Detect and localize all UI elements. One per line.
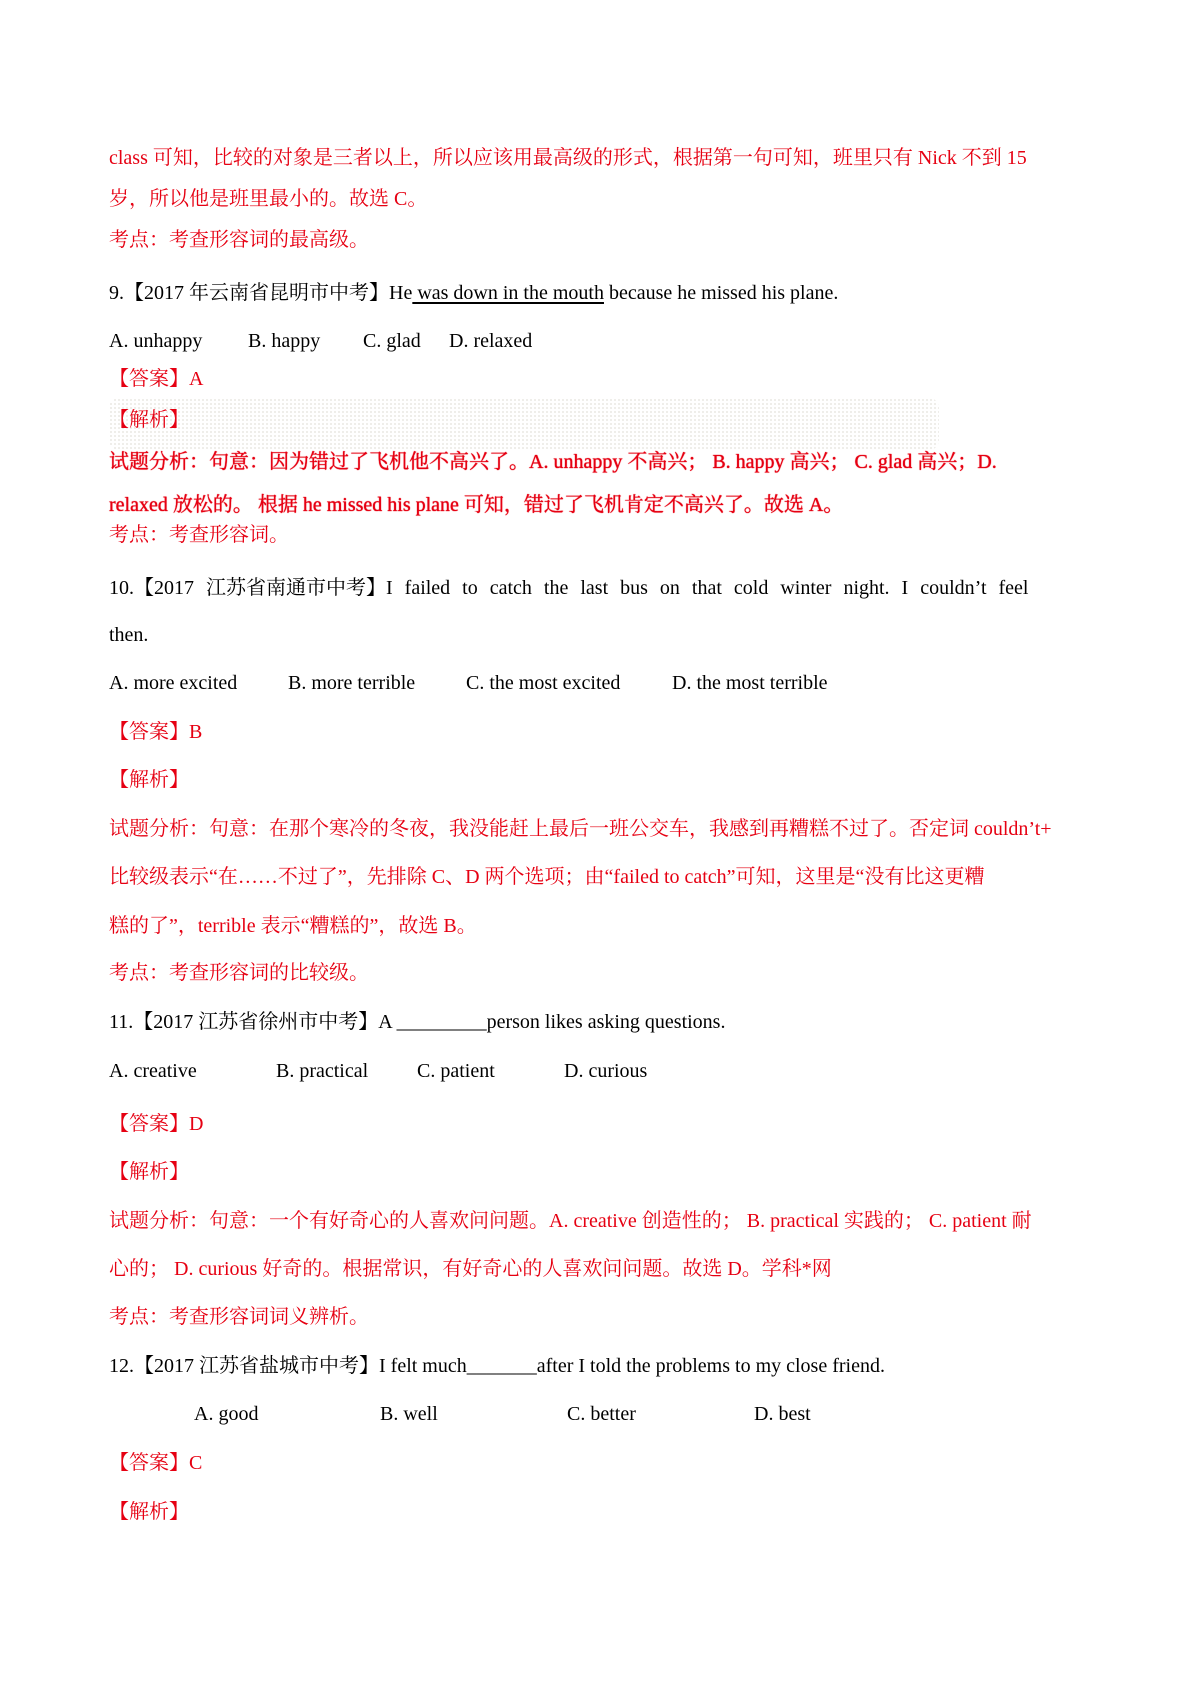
- option-b: B. happy: [248, 330, 321, 352]
- stem-suffix: because he missed his plane.: [603, 282, 839, 304]
- answer-line: 【答案】A: [109, 368, 204, 390]
- analysis-line: 心的； D. curious 好奇的。根据常识，有好奇心的人喜欢问问题。故选 D。学科*网: [109, 1258, 832, 1280]
- analysis-line: 岁，所以他是班里最小的。故选 C。: [109, 188, 428, 210]
- kaodian-line: 考点：考查形容词的比较级。: [109, 962, 369, 984]
- option-a: A. creative: [109, 1060, 197, 1082]
- stem-prefix: 9.【2017 年云南省昆明市中考】He: [109, 282, 413, 304]
- analysis-label: 【解析】: [109, 1501, 189, 1523]
- question-9-options: [109, 327, 1094, 355]
- analysis-line: 试题分析：句意：因为错过了飞机他不高兴了。A. unhappy 不高兴； B. happy 高兴； C. glad 高兴；D.: [109, 451, 997, 473]
- analysis-line: 糕的了”，terrible 表示“糟糕的”，故选 B。: [109, 915, 477, 937]
- analysis-line: 试题分析：句意：在那个寒冷的冬夜，我没能赶上最后一班公交车，我感到再糟糕不过了。否定词 couldn’t+: [109, 818, 1052, 840]
- answer-line: 【答案】B: [109, 721, 203, 743]
- question-9-stem: [109, 279, 1094, 307]
- option-b: B. more terrible: [288, 672, 416, 694]
- kaodian-line: 考点：考查形容词的最高级。: [109, 229, 369, 251]
- kaodian-line: 考点：考查形容词。: [109, 524, 289, 546]
- option-d: D. curious: [564, 1060, 648, 1082]
- option-d: D. the most terrible: [672, 672, 828, 694]
- answer-line: 【答案】D: [109, 1113, 204, 1135]
- question-10-stem-cont: then.: [109, 624, 149, 646]
- analysis-line: 试题分析：句意：一个有好奇心的人喜欢问问题。A. creative 创造性的； B. practical 实践的； C. patient 耐: [109, 1210, 1032, 1232]
- kaodian-line: 考点：考查形容词词义辨析。: [109, 1306, 369, 1328]
- option-a: A. unhappy: [109, 330, 203, 352]
- option-c: C. patient: [417, 1060, 495, 1082]
- option-a: A. more excited: [109, 672, 238, 694]
- option-a: A. good: [194, 1403, 259, 1425]
- analysis-line: relaxed 放松的。 根据 he missed his plane 可知，错过了飞机肯定不高兴了。故选 A。: [109, 494, 844, 516]
- question-10-options: [109, 669, 1094, 697]
- option-d: D. relaxed: [449, 330, 533, 352]
- analysis-line: 比较级表示“在……不过了”，先排除 C、D 两个选项；由“failed to catch”可知，这里是“没有比这更糟: [109, 866, 985, 888]
- option-c: C. better: [567, 1403, 636, 1425]
- question-11-options: [109, 1057, 1094, 1085]
- question-11-stem: 11.【2017 江苏省徐州市中考】A _________person likes asking questions.: [109, 1011, 726, 1033]
- option-c: C. glad: [363, 330, 421, 352]
- underlined-phrase: was down in the mouth: [412, 282, 604, 304]
- answer-line: 【答案】C: [109, 1452, 203, 1474]
- option-b: B. practical: [276, 1060, 369, 1082]
- analysis-label: 【解析】: [109, 409, 189, 431]
- analysis-label: 【解析】: [109, 1161, 189, 1183]
- question-12-options: [109, 1400, 1094, 1428]
- option-d: D. best: [754, 1403, 811, 1425]
- option-c: C. the most excited: [466, 672, 621, 694]
- question-10-stem: 10.【2017 江苏省南通市中考】I failed to catch the last bus on that cold winter night. I couldn’t feel: [109, 577, 1029, 599]
- analysis-line: class 可知，比较的对象是三者以上，所以应该用最高级的形式，根据第一句可知，班里只有 Nick 不到 15: [109, 147, 1027, 169]
- analysis-label: 【解析】: [109, 769, 189, 791]
- question-12-stem: 12.【2017 江苏省盐城市中考】I felt much_______after I told the problems to my close friend.: [109, 1355, 885, 1377]
- option-b: B. well: [380, 1403, 438, 1425]
